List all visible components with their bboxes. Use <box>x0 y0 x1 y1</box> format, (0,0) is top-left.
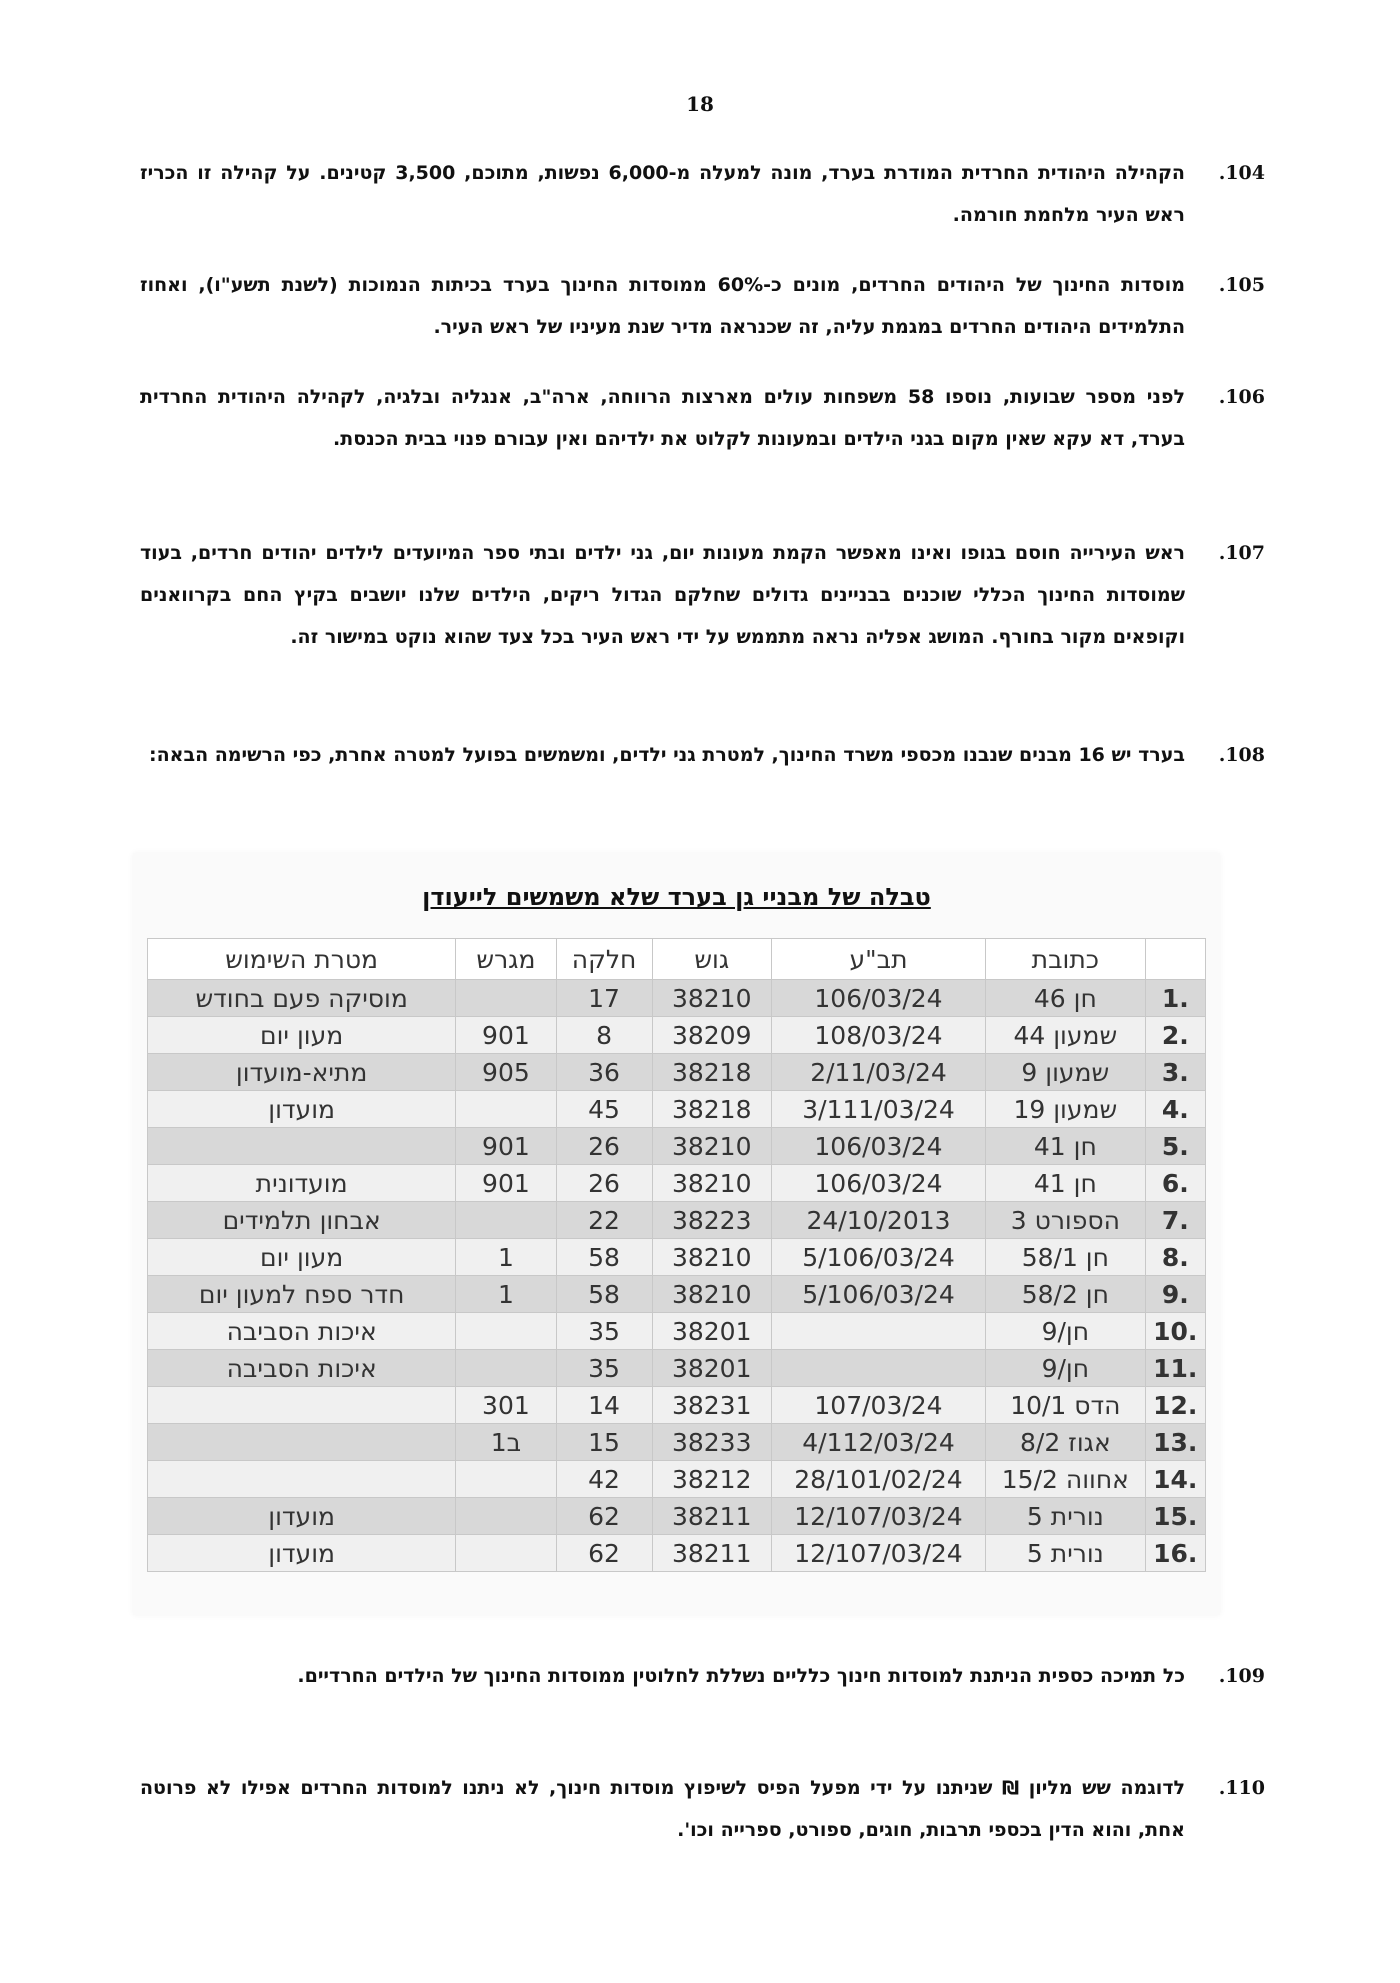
cell-address: אגוז 8/2 <box>986 1424 1145 1461</box>
cell-lot <box>456 1313 556 1350</box>
cell-block: 38223 <box>652 1202 771 1239</box>
cell-index: 11. <box>1145 1350 1205 1387</box>
table-row <box>148 980 1206 1017</box>
cell-parcel: 62 <box>556 1535 652 1572</box>
cell-parcel: 45 <box>556 1091 652 1128</box>
cell-block: 38210 <box>652 980 771 1017</box>
cell-purpose <box>148 1387 456 1424</box>
paragraph-107 <box>140 532 1265 658</box>
cell-parcel: 22 <box>556 1202 652 1239</box>
paragraph-number: .109 <box>1218 1665 1265 1687</box>
cell-index: 8. <box>1145 1239 1205 1276</box>
cell-plan <box>771 1350 985 1387</box>
cell-plan: 5/106/03/24 <box>771 1276 985 1313</box>
paragraph-text: הקהילה היהודית החרדית המודרת בערד, מונה למעלה מ-6,000 נפשות, מתוכם, 3,500 קטינים. על קהילה זו הכריז ראש העיר מלחמת חורמה. <box>140 162 1185 226</box>
cell-plan: 5/106/03/24 <box>771 1239 985 1276</box>
cell-purpose: מעון יום <box>148 1017 456 1054</box>
cell-lot <box>456 1202 556 1239</box>
cell-index: 5. <box>1145 1128 1205 1165</box>
cell-purpose: אבחון תלמידים <box>148 1202 456 1239</box>
paragraph-106 <box>140 376 1265 460</box>
cell-lot <box>456 980 556 1017</box>
cell-block: 38231 <box>652 1387 771 1424</box>
table-row <box>148 1313 1206 1350</box>
header-purpose: מטרת השימוש <box>148 939 456 980</box>
paragraph-109 <box>140 1655 1265 1697</box>
cell-parcel: 62 <box>556 1498 652 1535</box>
cell-block: 38211 <box>652 1498 771 1535</box>
paragraph-number: .105 <box>1218 274 1265 296</box>
cell-index: 9. <box>1145 1276 1205 1313</box>
cell-block: 38210 <box>652 1239 771 1276</box>
cell-parcel: 35 <box>556 1313 652 1350</box>
cell-plan <box>771 1313 985 1350</box>
cell-index: 3. <box>1145 1054 1205 1091</box>
cell-address: הספורט 3 <box>986 1202 1145 1239</box>
header-lot: מגרש <box>456 939 556 980</box>
table-row <box>148 1424 1206 1461</box>
cell-address: חן/9 <box>986 1350 1145 1387</box>
paragraph-text: לפני מספר שבועות, נוספו 58 משפחות עולים מארצות הרווחה, ארה"ב, אנגליה ובלגיה, לקהילה היהודית החרדית בערד, דא עקא שאין מקום בגני הילדים ובמעונות לקלוט את ילדיהם ואין עבורם פנוי בבית הכנסת. <box>140 386 1185 450</box>
cell-block: 38218 <box>652 1054 771 1091</box>
table-row <box>148 1239 1206 1276</box>
scanned-table-image <box>133 853 1220 1615</box>
cell-plan: 106/03/24 <box>771 1128 985 1165</box>
cell-lot <box>456 1498 556 1535</box>
table-header-row <box>148 939 1206 980</box>
paragraph-105 <box>140 264 1265 348</box>
table-row <box>148 1165 1206 1202</box>
table-row <box>148 1350 1206 1387</box>
cell-address: אחווה 15/2 <box>986 1461 1145 1498</box>
header-index <box>1145 939 1205 980</box>
cell-plan: 106/03/24 <box>771 1165 985 1202</box>
header-address: כתובת <box>986 939 1145 980</box>
cell-parcel: 58 <box>556 1239 652 1276</box>
cell-index: 12. <box>1145 1387 1205 1424</box>
cell-lot <box>456 1461 556 1498</box>
paragraph-number: .110 <box>1218 1777 1265 1799</box>
cell-purpose: חדר ספח למעון יום <box>148 1276 456 1313</box>
paragraph-text: כל תמיכה כספית הניתנת למוסדות חינוך כלליים נשללת לחלוטין ממוסדות החינוך של הילדים החרדיים. <box>297 1665 1185 1687</box>
buildings-table <box>147 938 1206 1572</box>
paragraph-text: ראש העירייה חוסם בגופו ואינו מאפשר הקמת מעונות יום, גני ילדים ובתי ספר המיועדים לילדים יהודים חרדים, בעוד שמוסדות החינוך הכללי שוכנים בבניינים גדולים שחלקם הגדול ריקים, הילדים שלנו יושבים בקיץ החם בקרוואנים וקופאים מקור בחורף. המושג אפליה נראה מתממש על ידי ראש העיר בכל צעד שהוא נוקט במישור זה. <box>140 542 1185 648</box>
cell-block: 38201 <box>652 1350 771 1387</box>
cell-plan: 3/111/03/24 <box>771 1091 985 1128</box>
cell-lot: 901 <box>456 1165 556 1202</box>
cell-address: הדס 10/1 <box>986 1387 1145 1424</box>
paragraph-number: .104 <box>1218 162 1265 184</box>
cell-block: 38210 <box>652 1128 771 1165</box>
cell-address: נורית 5 <box>986 1535 1145 1572</box>
cell-plan: 4/112/03/24 <box>771 1424 985 1461</box>
table-row <box>148 1387 1206 1424</box>
cell-address: חן 41 <box>986 1128 1145 1165</box>
table-row <box>148 1128 1206 1165</box>
cell-lot <box>456 1535 556 1572</box>
cell-address: חן/9 <box>986 1313 1145 1350</box>
cell-lot: 1 <box>456 1239 556 1276</box>
cell-parcel: 15 <box>556 1424 652 1461</box>
cell-address: שמעון 9 <box>986 1054 1145 1091</box>
cell-plan: 12/107/03/24 <box>771 1498 985 1535</box>
cell-purpose: מתיא-מועדון <box>148 1054 456 1091</box>
table-row <box>148 1054 1206 1091</box>
paragraph-108 <box>140 734 1265 776</box>
cell-purpose <box>148 1128 456 1165</box>
cell-block: 38201 <box>652 1313 771 1350</box>
cell-parcel: 58 <box>556 1276 652 1313</box>
cell-index: 6. <box>1145 1165 1205 1202</box>
table-row <box>148 1535 1206 1572</box>
cell-parcel: 17 <box>556 980 652 1017</box>
cell-parcel: 26 <box>556 1165 652 1202</box>
header-plan: תב"ע <box>771 939 985 980</box>
cell-index: 15. <box>1145 1498 1205 1535</box>
cell-index: 1. <box>1145 980 1205 1017</box>
cell-index: 2. <box>1145 1017 1205 1054</box>
table-row <box>148 1276 1206 1313</box>
cell-purpose: מועדון <box>148 1535 456 1572</box>
cell-index: 7. <box>1145 1202 1205 1239</box>
cell-index: 13. <box>1145 1424 1205 1461</box>
cell-purpose: מועדון <box>148 1498 456 1535</box>
cell-address: שמעון 19 <box>986 1091 1145 1128</box>
cell-address: חן 58/2 <box>986 1276 1145 1313</box>
cell-plan: 2/11/03/24 <box>771 1054 985 1091</box>
cell-purpose <box>148 1461 456 1498</box>
paragraph-number: .108 <box>1218 744 1265 766</box>
cell-index: 10. <box>1145 1313 1205 1350</box>
cell-address: חן 58/1 <box>986 1239 1145 1276</box>
cell-purpose: איכות הסביבה <box>148 1313 456 1350</box>
cell-address: חן 46 <box>986 980 1145 1017</box>
cell-lot <box>456 1091 556 1128</box>
cell-parcel: 14 <box>556 1387 652 1424</box>
cell-index: 14. <box>1145 1461 1205 1498</box>
paragraph-number: .106 <box>1218 386 1265 408</box>
cell-block: 38212 <box>652 1461 771 1498</box>
cell-parcel: 26 <box>556 1128 652 1165</box>
cell-purpose: מוסיקה פעם בחודש <box>148 980 456 1017</box>
cell-lot: 1 <box>456 1276 556 1313</box>
cell-purpose: מעון יום <box>148 1239 456 1276</box>
cell-lot: ב1 <box>456 1424 556 1461</box>
table-row <box>148 1091 1206 1128</box>
cell-block: 38210 <box>652 1165 771 1202</box>
cell-parcel: 36 <box>556 1054 652 1091</box>
cell-lot <box>456 1350 556 1387</box>
paragraph-104 <box>140 152 1265 236</box>
header-block: גוש <box>652 939 771 980</box>
paragraph-text: מוסדות החינוך של היהודים החרדים, מונים כ-60% ממוסדות החינוך בערד בכיתות הנמוכות (לשנת תשע"ו), ואחוז התלמידים היהודים החרדים במגמת עליה, זה שכנראה מדיר שנת מעיניו של ראש העיר. <box>140 274 1185 338</box>
cell-parcel: 42 <box>556 1461 652 1498</box>
cell-parcel: 8 <box>556 1017 652 1054</box>
cell-plan: 28/101/02/24 <box>771 1461 985 1498</box>
cell-address: נורית 5 <box>986 1498 1145 1535</box>
cell-address: חן 41 <box>986 1165 1145 1202</box>
paragraph-110 <box>140 1767 1265 1851</box>
paragraph-text: בערד יש 16 מבנים שנבנו מכספי משרד החינוך, למטרת גני ילדים, ומשמשים בפועל למטרה אחרת, כפי הרשימה הבאה: <box>149 744 1185 766</box>
cell-plan: 108/03/24 <box>771 1017 985 1054</box>
cell-plan: 107/03/24 <box>771 1387 985 1424</box>
table-row <box>148 1202 1206 1239</box>
cell-plan: 24/10/2013 <box>771 1202 985 1239</box>
paragraph-text: לדוגמה שש מליון ₪ שניתנו על ידי מפעל הפיס לשיפוץ מוסדות חינוך, לא ניתנו למוסדות החרדים אפילו לא פרוטה אחת, והוא הדין בכספי תרבות, חוגים, ספורט, ספרייה וכו'. <box>140 1777 1185 1841</box>
cell-purpose: מועדונית <box>148 1165 456 1202</box>
cell-purpose: איכות הסביבה <box>148 1350 456 1387</box>
cell-block: 38211 <box>652 1535 771 1572</box>
header-parcel: חלקה <box>556 939 652 980</box>
cell-lot: 901 <box>456 1017 556 1054</box>
cell-purpose <box>148 1424 456 1461</box>
cell-lot: 301 <box>456 1387 556 1424</box>
cell-index: 4. <box>1145 1091 1205 1128</box>
paragraph-number: .107 <box>1218 542 1265 564</box>
table-row <box>148 1498 1206 1535</box>
table-title: טבלה של מבניי גן בערד שלא משמשים לייעודן <box>422 883 931 911</box>
cell-parcel: 35 <box>556 1350 652 1387</box>
cell-plan: 106/03/24 <box>771 980 985 1017</box>
cell-purpose: מועדון <box>148 1091 456 1128</box>
cell-plan: 12/107/03/24 <box>771 1535 985 1572</box>
cell-block: 38218 <box>652 1091 771 1128</box>
table-row <box>148 1017 1206 1054</box>
page-number: 18 <box>686 92 714 116</box>
cell-block: 38210 <box>652 1276 771 1313</box>
cell-block: 38233 <box>652 1424 771 1461</box>
cell-lot: 905 <box>456 1054 556 1091</box>
cell-address: שמעון 44 <box>986 1017 1145 1054</box>
cell-index: 16. <box>1145 1535 1205 1572</box>
table-row <box>148 1461 1206 1498</box>
cell-block: 38209 <box>652 1017 771 1054</box>
cell-lot: 901 <box>456 1128 556 1165</box>
